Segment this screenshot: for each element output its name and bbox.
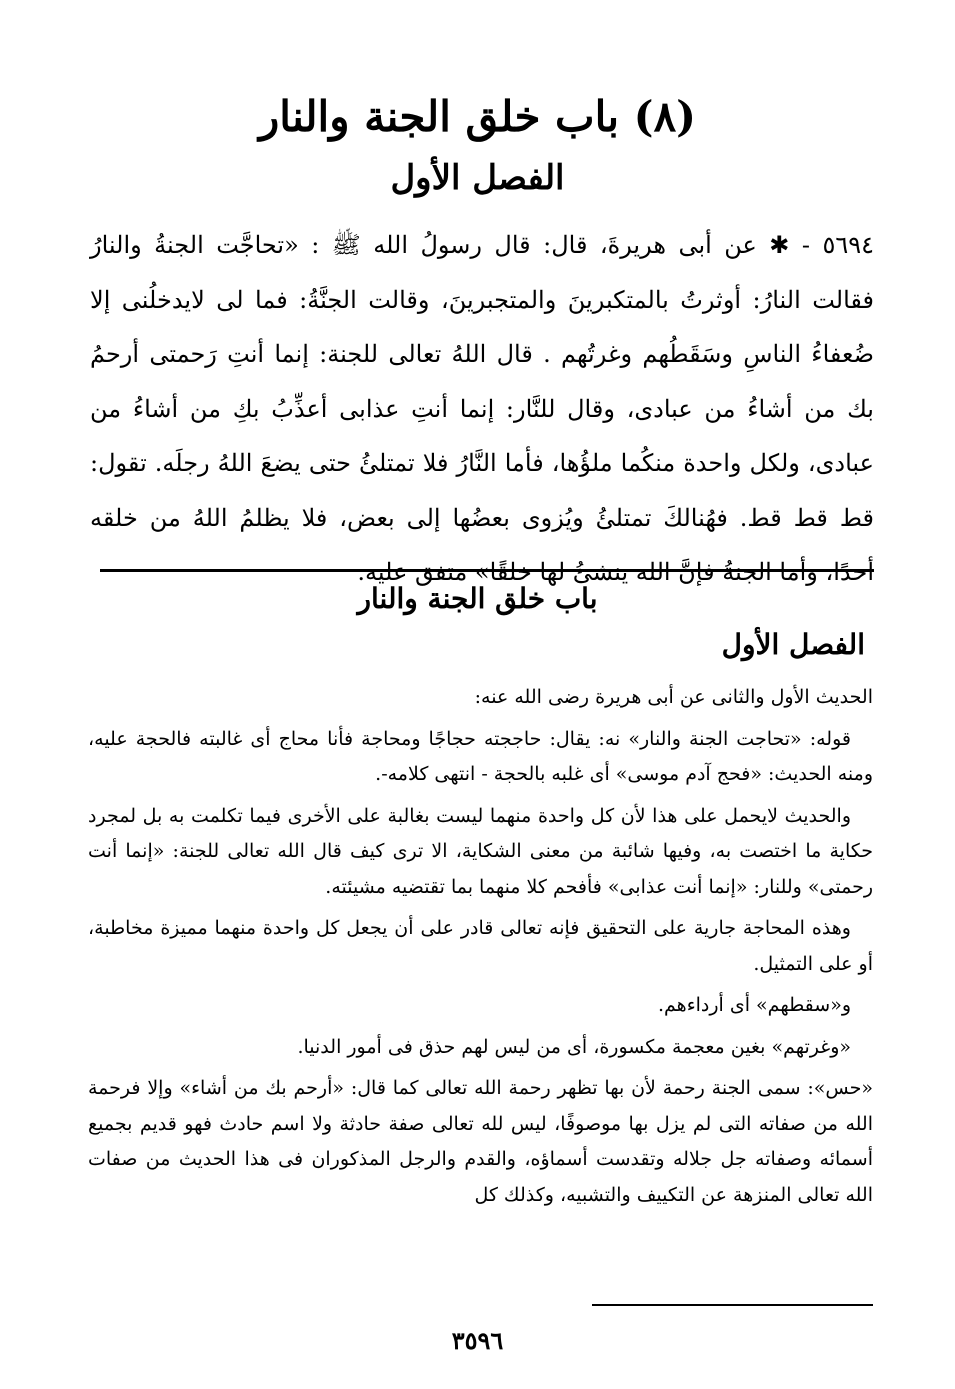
commentary-paragraph: «وغرتهم» بغين معجمة مكسورة، أى من ليس لهم حذق فى أمور الدنيا. — [297, 1035, 851, 1058]
section-title: الفصل الأول — [390, 158, 565, 198]
chapter-title: (٨) باب خلق الجنة والنار — [259, 92, 696, 141]
page-number: ٣٥٩٦ — [451, 1326, 504, 1355]
commentary-title: باب خلق الجنة والنار — [357, 582, 598, 615]
commentary-paragraph: و«سقطهم» أى أرداءهم. — [657, 994, 851, 1016]
commentary-paragraph: الحديث الأول والثانى عن أبى هريرة رضى الله عنه: — [474, 686, 873, 708]
commentary-section-title: الفصل الأول — [721, 628, 865, 661]
commentary-paragraph: «حس»: سمى الجنة رحمة لأن بها تظهر رحمة الله تعالى كما قال: «أرحم بك من أشاء» وإلا فرحمة الله من صفاته التى لم يزل بها موصوفًا، ليس لله تعالى صفة حادثة ولا اسم حادث فهو قديم بجميع أسمائه وصفاته جل جلاله وتقدست أسماؤه، والقدم والرجل المذكوران فى هذا الحديث من صفات الله تعالى المنزهة عن التكييف والتشبيه، وكذلك كل — [88, 1077, 873, 1206]
commentary-paragraph: وهذه المحاجة جارية على التحقيق فإنه تعالى قادر على أن يجعل كل واحدة منهما مميزة مخاطبة، أو على التمثيل. — [88, 917, 873, 975]
commentary-body — [88, 680, 873, 1219]
section-divider — [100, 569, 874, 572]
footnote-divider — [592, 1304, 873, 1306]
hadith-text: ٥٦٩٤ - ✱ عن أبى هريرةَ، قال: قال رسولُ الله ﷺ : «تحاجَّت الجنةُ والنارُ فقالت النارُ: أوثرتُ بالمتكبرينَ والمتجبرينَ، وقالت الجنَّةُ: فما لى لايدخلُنى إلا ضُعفاءُ الناسِ وسَقَطُهم وغرتُهم . قال اللهُ تعالى للجنة: إنما أنتِ رَحمتى أرحمُ بك من أشاءُ من عبادى، وقال للنَّار: إنما أنتِ عذابى أعذِّبُ بكِ من أشاءُ من عبادى، ولكل واحدة منكُما ملؤُها، فأما النَّارُ فلا تمتلئُ حتى يضعَ اللهُ رجلَه. تقول: قط قط قط. فهُنالكَ تمتلئُ ويُزوى بعضُها إلى بعض، فلا يظلمُ اللهُ من خلقه أحدًا، وأما الجنةُ فإنَّ الله ينشئُ لها خلقًا» متفق عليه. — [90, 231, 874, 586]
commentary-paragraph: قوله: «تحاجت الجنة والنار» نه: يقال: حاججته حجاجًا ومحاجة فأنا محاج أى غالبته فالحجة عليه، ومنه الحديث: «فحج آدم موسى» أى غلبه بالحجة - انتهى كلامه-. — [88, 727, 873, 785]
commentary-paragraph: والحديث لايحمل على هذا لأن كل واحدة منهما ليست بغالبة على الأخرى فيما تكلمت به بل لمجرد حكاية ما اختصت به، وفيها شائبة من معنى الشكاية، الا ترى كيف قال الله تعالى للجنة: «إنما أنت رحمتى» وللنار: «إنما أنت عذابى» فأفحم كلا منهما بما تقتضيه مشيئته. — [88, 804, 873, 898]
